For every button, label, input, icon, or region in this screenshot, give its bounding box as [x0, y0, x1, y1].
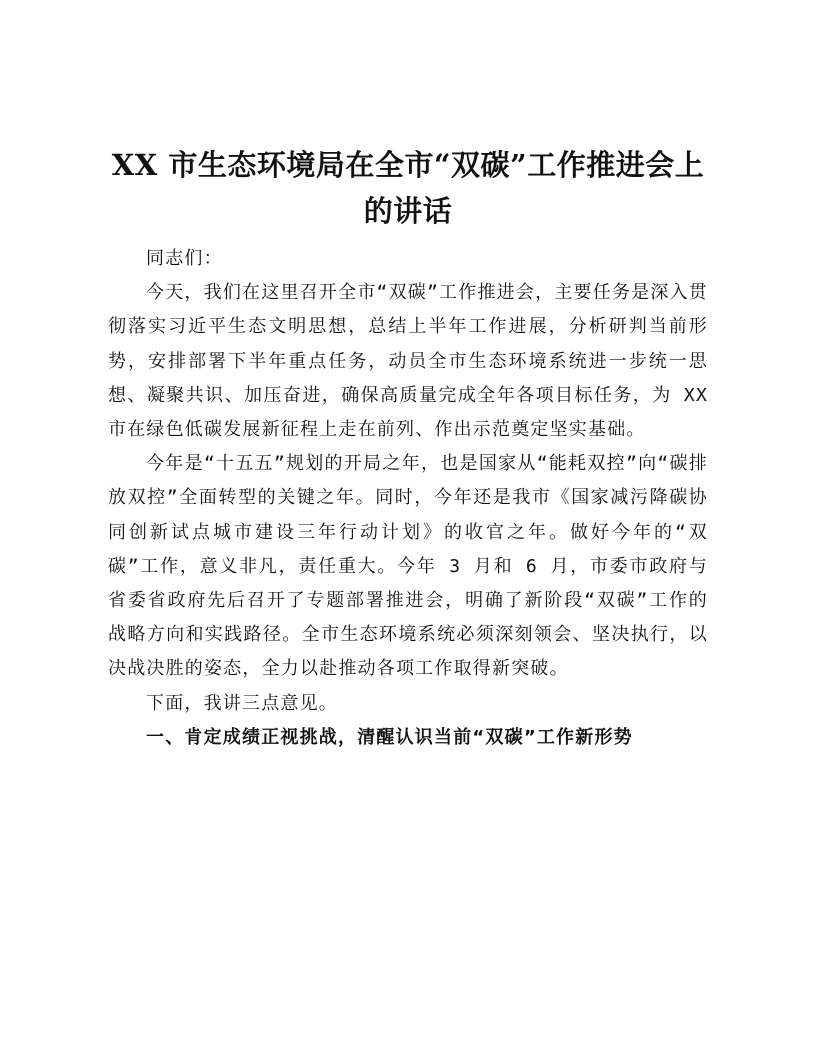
document-title: XX 市生态环境局在全市“双碳”工作推进会上的讲话 — [111, 148, 705, 228]
paragraph-context: 今年是“十五五”规划的开局之年，也是国家从“能耗双控”向“碳排放双控”全面转型的关键之年。同时，今年还是我市《国家减污降碳协同创新试点城市建设三年行动计划》的收官之年。做好今年的“双碳”工作，意义非凡，责任重大。今年 3 月和 6 月，市委市政府与省委省政府先后召开了专题部署推进会，明确了新阶段“双碳”工作的战略方向和实践路径。全市生态环境系统必须深刻领会、坚决执行，以决战决胜的姿态，全力以赴推动各项工作取得新突破。 — [108, 453, 708, 680]
greeting: 同志们： — [146, 248, 223, 269]
paragraph-transition: 下面，我讲三点意见。 — [146, 692, 338, 714]
section-heading-1: 一、肯定成绩正视挑战，清醒认识当前“双碳”工作新形势 — [146, 726, 633, 748]
document-body — [108, 242, 708, 755]
paragraph-intro: 今天，我们在这里召开全市“双碳”工作推进会，主要任务是深入贯彻落实习近平生态文明思想，总结上半年工作进展，分析研判当前形势，安排部署下半年重点任务，动员全市生态环境系统进一步统一思想、凝聚共识、加压奋进，确保高质量完成全年各项目标任务，为 XX 市在绿色低碳发展新征程上走在前列、作出示范奠定坚实基础。 — [108, 282, 708, 441]
